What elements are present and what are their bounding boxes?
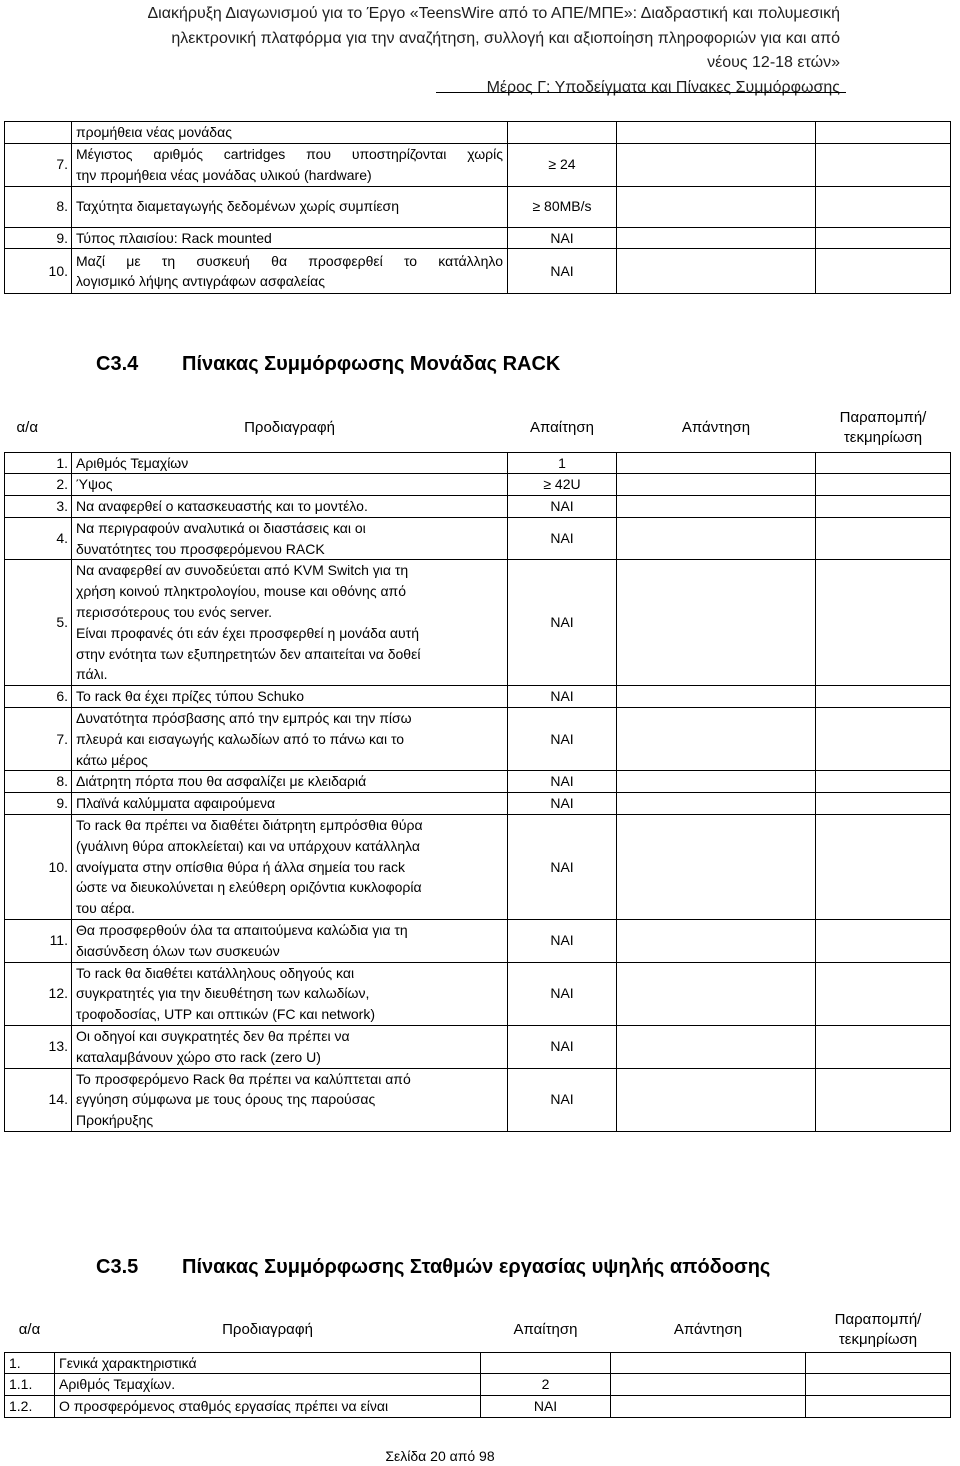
workstation-compliance-table (4, 1309, 951, 1418)
header-underline (436, 92, 846, 93)
header-line-1: Διακήρυξη Διαγωνισμού για το Έργο «TeensWire από το ΑΠΕ/ΜΠΕ»: Διαδραστική και πολυμεσική (147, 5, 840, 22)
table-row (5, 1352, 951, 1374)
row-number: 2. (5, 474, 72, 496)
row-response (617, 708, 816, 771)
header-requirement: Απαίτηση (513, 1320, 578, 1338)
row-number: 13. (5, 1026, 72, 1069)
row-reference (816, 144, 951, 187)
row-spec: Το rack θα πρέπει να διαθέτει διάτρητη εμπρόσθια θύρα (γυάλινη θύρα αποκλείεται) και να υπάρχουν κατάλληλα ανοίγματα στην οπίσθια θύρα ή άλλα σημεία του rack ώστε να διευκολύνεται η ελεύθερη οριζόντια κυκλοφορία του αέρα. (72, 815, 508, 920)
row-number: 1. (5, 452, 72, 474)
row-response (617, 249, 816, 294)
table-body (5, 1352, 951, 1417)
page-footer: Σελίδα 20 από 98 (385, 1448, 495, 1464)
row-spec: Το rack θα διαθέτει κατάλληλους οδηγούς και συγκρατητές για την διευθέτηση των καλωδίων, τροφοδοσίας, UTP και οπτικών (FC και network) (72, 962, 508, 1025)
table-row (5, 186, 951, 227)
row-number: 7. (5, 144, 72, 187)
table-row (5, 144, 951, 187)
row-requirement: 1 (508, 452, 617, 474)
row-spec-line: την προμήθεια νέας μονάδας υλικού (hardware) (76, 166, 372, 183)
row-response (611, 1374, 806, 1396)
row-spec: προμήθεια νέας μονάδας (72, 122, 508, 144)
row-number: 10. (5, 249, 72, 294)
row-number: 9. (5, 793, 72, 815)
row-number: 7. (5, 708, 72, 771)
row-requirement: ΝΑΙ (508, 1026, 617, 1069)
row-requirement: ΝΑΙ (508, 962, 617, 1025)
row-reference (816, 122, 951, 144)
row-reference (816, 474, 951, 496)
section-code: C3.5 (96, 1256, 139, 1278)
row-spec (72, 249, 508, 294)
header-spec: Προδιαγραφή (222, 1320, 313, 1338)
row-spec: Να αναφερθεί αν συνοδεύεται από KVM Switch για τη χρήση κοινού πληκτρολογίου, mouse και οθόνης από περισσότερους του ενός server. Είναι προφανές ότι εάν έχει προσφερθεί η μονάδα αυτή στην ενότητα των εξυπηρετητών δεν απαιτείται να δοθεί πάλι. (72, 560, 508, 686)
row-requirement: ΝΑΙ (508, 920, 617, 963)
section-name: Πίνακας Συμμόρφωσης Μονάδας RACK (182, 353, 561, 375)
row-spec: Γενικά χαρακτηριστικά (55, 1352, 481, 1374)
header-reference: Παραπομπή/ τεκμηρίωση (834, 1311, 922, 1349)
row-spec: Να περιγραφούν αναλυτικά οι διαστάσεις και οι δυνατότητες του προσφερόμενου RACK (72, 517, 508, 560)
row-response (617, 1068, 816, 1131)
row-requirement: ΝΑΙ (508, 815, 617, 920)
table-body (5, 452, 951, 1132)
section-name: Πίνακας Συμμόρφωσης Σταθμών εργασίας υψηλής απόδοσης (182, 1256, 771, 1278)
row-reference (816, 1026, 951, 1069)
table-header-row (5, 1309, 951, 1352)
row-requirement: ΝΑΙ (481, 1396, 611, 1418)
row-spec: Το προσφερόμενο Rack θα πρέπει να καλύπτεται από εγγύηση σύμφωνα με τους όρους της παρούσας Προκήρυξης (72, 1068, 508, 1131)
table-row (5, 122, 951, 144)
document-header (40, 2, 840, 100)
row-spec: Αριθμός Τεμαχίων. (55, 1374, 481, 1396)
row-reference (806, 1374, 951, 1396)
row-number (5, 122, 72, 144)
row-spec-line: Μέγιστος αριθμός cartridges που υποστηρίζονται χωρίς (76, 146, 503, 162)
row-requirement: ΝΑΙ (508, 249, 617, 294)
row-reference (816, 249, 951, 294)
row-number: 14. (5, 1068, 72, 1131)
table-row (5, 771, 951, 793)
row-reference (816, 227, 951, 249)
row-number: 8. (5, 186, 72, 227)
continuation-table (4, 121, 951, 294)
row-reference (806, 1352, 951, 1374)
header-spec: Προδιαγραφή (244, 418, 335, 436)
row-number: 10. (5, 815, 72, 920)
row-requirement: ≥ 24 (508, 144, 617, 187)
row-number: 11. (5, 920, 72, 963)
row-requirement: ≥ 42U (508, 474, 617, 496)
row-spec: Αριθμός Τεμαχίων (72, 452, 508, 474)
row-reference (816, 560, 951, 686)
header-aa: α/α (18, 1320, 41, 1338)
header-requirement: Απαίτηση (529, 418, 594, 436)
row-response (617, 227, 816, 249)
table-row (5, 1374, 951, 1396)
table-row (5, 517, 951, 560)
row-number: 9. (5, 227, 72, 249)
row-number: 1.2. (5, 1396, 55, 1418)
row-requirement: ≥ 80MB/s (508, 186, 617, 227)
row-requirement: ΝΑΙ (508, 686, 617, 708)
row-number: 6. (5, 686, 72, 708)
row-response (617, 474, 816, 496)
row-reference (816, 708, 951, 771)
row-requirement: ΝΑΙ (508, 793, 617, 815)
rack-compliance-table (4, 405, 951, 1132)
row-number: 5. (5, 560, 72, 686)
table-row (5, 1026, 951, 1069)
row-reference (816, 496, 951, 518)
table-row (5, 452, 951, 474)
row-response (617, 962, 816, 1025)
row-reference (816, 793, 951, 815)
row-response (617, 122, 816, 144)
row-number: 4. (5, 517, 72, 560)
row-response (617, 144, 816, 187)
header-response: Απάντηση (673, 1320, 743, 1338)
header-response: Απάντηση (681, 418, 751, 436)
table-row (5, 249, 951, 294)
row-spec: Να αναφερθεί ο κατασκευαστής και το μοντέλο. (72, 496, 508, 518)
row-requirement (481, 1352, 611, 1374)
row-spec: Το rack θα έχει πρίζες τύπου Schuko (72, 686, 508, 708)
table-row (5, 962, 951, 1025)
row-number: 1.1. (5, 1374, 55, 1396)
header-aa: α/α (16, 418, 39, 436)
row-reference (816, 186, 951, 227)
row-number: 1. (5, 1352, 55, 1374)
table-row (5, 920, 951, 963)
header-line-2: ηλεκτρονική πλατφόρμα για την αναζήτηση, συλλογή και αξιοποίηση πληροφοριών για και από (171, 29, 840, 47)
row-spec (72, 144, 508, 187)
row-reference (816, 517, 951, 560)
table-row (5, 708, 951, 771)
row-response (617, 920, 816, 963)
row-reference (816, 771, 951, 793)
row-requirement: ΝΑΙ (508, 1068, 617, 1131)
row-spec: Ύψος (72, 474, 508, 496)
row-response (617, 815, 816, 920)
table-row (5, 1068, 951, 1131)
row-spec-line: Μαζί με τη συσκευή θα προσφερθεί το κατάλληλο (76, 252, 503, 269)
row-requirement: ΝΑΙ (508, 227, 617, 249)
row-requirement: ΝΑΙ (508, 708, 617, 771)
row-spec: Δυνατότητα πρόσβασης από την εμπρός και την πίσω πλευρά και εισαγωγής καλωδίων από το πάνω και το κάτω μέρος (72, 708, 508, 771)
row-requirement (508, 122, 617, 144)
table-row (5, 474, 951, 496)
header-reference: Παραπομπή/ τεκμηρίωση (839, 409, 927, 447)
row-requirement: 2 (481, 1374, 611, 1396)
row-spec: Ο προσφερόμενος σταθμός εργασίας πρέπει να είναι (55, 1396, 481, 1418)
section-code: C3.4 (96, 353, 139, 375)
row-spec: Διάτρητη πόρτα που θα ασφαλίζει με κλειδαριά (72, 771, 508, 793)
row-reference (816, 1068, 951, 1131)
row-spec: Τύπος πλαισίου: Rack mounted (72, 227, 508, 249)
row-number: 12. (5, 962, 72, 1025)
row-requirement: ΝΑΙ (508, 560, 617, 686)
table-row (5, 1396, 951, 1418)
row-response (611, 1352, 806, 1374)
row-requirement: ΝΑΙ (508, 517, 617, 560)
row-spec: Οι οδηγοί και συγκρατητές δεν θα πρέπει να καταλαμβάνουν χώρο στο rack (zero U) (72, 1026, 508, 1069)
row-reference (816, 686, 951, 708)
row-spec: Πλαϊνά καλύμματα αφαιρούμενα (72, 793, 508, 815)
row-response (617, 496, 816, 518)
row-number: 8. (5, 771, 72, 793)
row-spec-line: λογισμικό λήψης αντιγράφων ασφαλείας (76, 273, 325, 290)
row-response (617, 452, 816, 474)
table-row (5, 227, 951, 249)
row-response (617, 517, 816, 560)
header-line-4: Μέρος Γ: Υποδείγματα και Πίνακες Συμμόρφωσης (486, 78, 840, 96)
row-reference (806, 1396, 951, 1418)
table-row (5, 793, 951, 815)
row-response (617, 560, 816, 686)
table-header-row (5, 405, 951, 452)
row-response (617, 686, 816, 708)
row-requirement: ΝΑΙ (508, 496, 617, 518)
row-response (617, 771, 816, 793)
row-reference (816, 452, 951, 474)
row-spec: Ταχύτητα διαμεταγωγής δεδομένων χωρίς συμπίεση (72, 186, 508, 227)
row-requirement: ΝΑΙ (508, 771, 617, 793)
row-response (617, 186, 816, 227)
table-row (5, 686, 951, 708)
row-reference (816, 815, 951, 920)
row-reference (816, 920, 951, 963)
table-row (5, 496, 951, 518)
row-response (611, 1396, 806, 1418)
table-row (5, 560, 951, 686)
row-spec: Θα προσφερθούν όλα τα απαιτούμενα καλώδια για τη διασύνδεση όλων των συσκευών (72, 920, 508, 963)
row-response (617, 793, 816, 815)
row-reference (816, 962, 951, 1025)
row-response (617, 1026, 816, 1069)
header-line-3: νέους 12-18 ετών» (707, 54, 840, 71)
table-row (5, 815, 951, 920)
row-number: 3. (5, 496, 72, 518)
